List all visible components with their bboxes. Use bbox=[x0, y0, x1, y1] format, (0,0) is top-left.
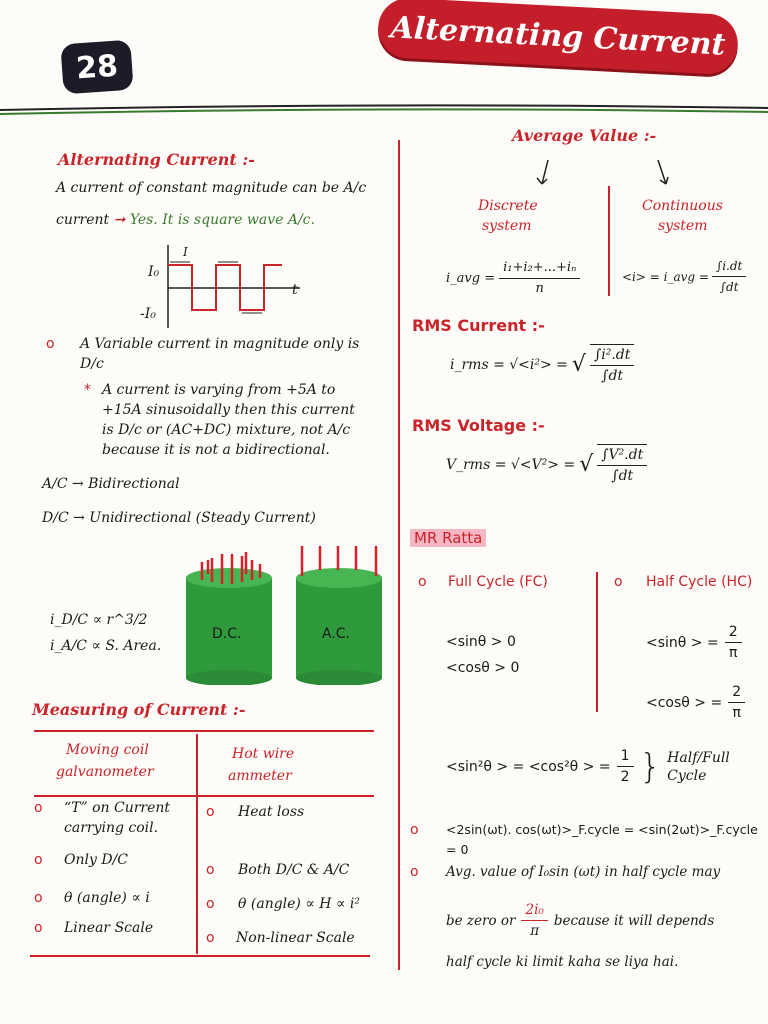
sqrt-icon: √ bbox=[571, 352, 586, 377]
irms-lhs: i_rms = √<i²> = bbox=[450, 357, 568, 373]
ac-def-answer: Yes. It is square wave A/c. bbox=[129, 212, 315, 228]
col2-row1: Heat loss bbox=[238, 804, 305, 820]
col2-row3: θ (angle) ∝ H ∝ i² bbox=[238, 896, 360, 912]
measuring-heading: Measuring of Current :- bbox=[32, 700, 246, 719]
hc-cos-fraction bbox=[728, 682, 745, 723]
product-line: <2sin(ωt). cos(ωt)>_F.cycle = <sin(2ωt)>_F.cycle = 0 bbox=[446, 822, 758, 857]
hc-cos-num: 2 bbox=[728, 682, 745, 703]
rms-current-heading: RMS Current :- bbox=[412, 316, 545, 335]
dc-cylinder bbox=[186, 552, 272, 685]
page-title: Alternating Current bbox=[389, 9, 727, 63]
ac-cylinder-label: A.C. bbox=[322, 626, 351, 642]
iavg-num: i₁+i₂+...+iₙ bbox=[499, 258, 580, 279]
avg-note-l3: half cycle ki limit kaha se liya hai. bbox=[446, 954, 679, 970]
hc-sin-formula bbox=[646, 622, 742, 663]
idc-relation: i_D/C ∝ r^3/2 bbox=[50, 612, 148, 628]
col1-header-l2: galvanometer bbox=[56, 764, 154, 780]
ac-bidirectional: A/C → Bidirectional bbox=[42, 476, 180, 492]
table-top-line bbox=[34, 730, 374, 732]
graph-t-label: t bbox=[292, 282, 298, 298]
avg-note-l1: Avg. value of I₀sin (ωt) in half cycle may bbox=[446, 864, 721, 880]
continuous-l1: Continuous bbox=[642, 198, 723, 214]
sq-num: 1 bbox=[617, 746, 634, 767]
dc-unidirectional: D/C → Unidirectional (Steady Current) bbox=[42, 510, 316, 526]
arrow-icon: ➞ bbox=[113, 212, 126, 228]
bullet-icon: o bbox=[410, 822, 419, 838]
bullet-icon: o bbox=[410, 864, 419, 880]
sq-fraction bbox=[617, 746, 634, 787]
avg-note-l2-prefix: be zero or bbox=[446, 912, 516, 929]
col1-header-l1: Moving coil bbox=[66, 742, 149, 758]
sq-note bbox=[667, 749, 730, 785]
hc-cos-den: π bbox=[732, 705, 741, 721]
iavg-lhs: i_avg = bbox=[446, 270, 496, 286]
bullet-icon: o bbox=[206, 804, 215, 820]
vrms-lhs: V_rms = √<V²> = bbox=[446, 457, 576, 473]
fc-sin: <sinθ > 0 bbox=[446, 634, 516, 650]
iavg-fraction bbox=[499, 258, 580, 299]
col2-header-l2: ammeter bbox=[228, 768, 292, 784]
irms-den: ∫dt bbox=[601, 368, 624, 384]
square-wave-graph bbox=[130, 240, 310, 330]
sq-formula bbox=[446, 746, 730, 787]
continuous-l2: system bbox=[658, 218, 708, 234]
col1-row3: θ (angle) ∝ i bbox=[64, 890, 150, 906]
ac-def-line2 bbox=[56, 210, 315, 230]
bullet-icon: o bbox=[34, 890, 43, 906]
bullet1-line1: A Variable current in magnitude only is bbox=[80, 336, 360, 352]
iavg-den: n bbox=[535, 281, 544, 296]
hc-sin-num: 2 bbox=[725, 622, 742, 643]
bullet-icon: o bbox=[206, 930, 215, 946]
avg-note-fraction bbox=[521, 900, 547, 941]
bullet-icon: o bbox=[206, 862, 215, 878]
dc-cylinder-label: D.C. bbox=[212, 626, 242, 642]
sq-den: 2 bbox=[620, 769, 630, 785]
cylinders-illustration bbox=[180, 540, 390, 685]
cont-den: ∫dt bbox=[719, 280, 739, 294]
title-banner bbox=[377, 0, 740, 75]
avg-heading: Average Value :- bbox=[512, 126, 657, 145]
cont-num: ∫i.dt bbox=[712, 256, 746, 277]
hc-sin-lhs: <sinθ > = bbox=[646, 634, 719, 651]
ac-def-line1: A current of constant magnitude can be A/c bbox=[56, 180, 367, 196]
col1-row2: Only D/C bbox=[64, 852, 128, 868]
bullet1-line2: D/c bbox=[80, 356, 104, 372]
sqrt-icon: √ bbox=[579, 452, 594, 477]
vrms-num: ∫V².dt bbox=[597, 445, 647, 466]
graph-neg-i0-label: -I₀ bbox=[140, 306, 156, 322]
page-number: 28 bbox=[74, 48, 120, 86]
star-icon: * bbox=[84, 382, 91, 398]
star-line4: because it is not a bidirectional. bbox=[102, 442, 330, 458]
ac-cylinder bbox=[296, 546, 382, 685]
hc-sin-den: π bbox=[728, 645, 738, 661]
star-line1: A current is varying from +5A to bbox=[102, 382, 336, 398]
col1-row4: Linear Scale bbox=[64, 920, 154, 936]
mr-ratta-text: MR Ratta bbox=[410, 529, 486, 547]
iavg-formula bbox=[446, 258, 580, 299]
bullet-icon: o bbox=[614, 574, 623, 590]
sq-note-l2: Cycle bbox=[667, 767, 707, 784]
sq-lhs: <sin²θ > = <cos²θ > = bbox=[446, 758, 611, 775]
ac-heading: Alternating Current :- bbox=[58, 150, 255, 169]
page-number-badge bbox=[60, 40, 133, 95]
sq-note-l1: Half/Full bbox=[667, 749, 730, 766]
hc-cos-lhs: <cosθ > = bbox=[646, 694, 723, 711]
cycle-divider bbox=[596, 572, 598, 712]
avg-note-l2 bbox=[446, 900, 714, 941]
rms-voltage-heading: RMS Voltage :- bbox=[412, 416, 545, 435]
graph-i-label: I bbox=[183, 245, 188, 259]
hc-sin-fraction bbox=[725, 622, 742, 663]
col1-row1: “T” on Current carrying coil. bbox=[64, 800, 171, 836]
bullet-icon: o bbox=[34, 920, 43, 936]
irms-formula bbox=[450, 344, 634, 386]
discrete-l1: Discrete bbox=[478, 198, 538, 214]
avg-note-l2-suffix: because it will depends bbox=[553, 912, 715, 929]
avg-note-den: π bbox=[530, 923, 540, 939]
col2-row2: Both D/C & A/C bbox=[238, 862, 350, 878]
avg-divider bbox=[608, 186, 610, 296]
bullet-icon: o bbox=[34, 852, 43, 868]
table-header-line bbox=[34, 795, 374, 797]
iac-relation: i_A/C ∝ S. Area. bbox=[50, 638, 162, 654]
table-mid-line bbox=[196, 734, 198, 954]
ac-def-prefix: current bbox=[56, 212, 110, 228]
bullet-icon: o bbox=[34, 800, 43, 816]
header-divider bbox=[0, 100, 768, 122]
cont-lhs: <i> = i_avg = bbox=[622, 269, 709, 284]
full-cycle-label: Full Cycle (FC) bbox=[448, 574, 548, 590]
cont-formula bbox=[622, 256, 746, 297]
irms-num: ∫i².dt bbox=[590, 345, 634, 366]
table-bottom-line bbox=[30, 955, 370, 957]
star-line2: +15A sinusoidally then this current bbox=[102, 402, 355, 418]
bullet-icon: o bbox=[418, 574, 427, 590]
graph-i0-label: I₀ bbox=[148, 264, 160, 280]
cont-fraction bbox=[712, 256, 746, 297]
irms-fraction bbox=[590, 344, 634, 386]
brace-icon: } bbox=[639, 746, 662, 787]
avg-note-num: 2i₀ bbox=[521, 900, 547, 921]
fc-cos: <cosθ > 0 bbox=[446, 660, 520, 676]
col2-row4: Non-linear Scale bbox=[236, 930, 355, 946]
mr-ratta-label bbox=[410, 528, 486, 548]
avg-branch-arrows bbox=[520, 158, 690, 188]
discrete-l2: system bbox=[482, 218, 532, 234]
vrms-formula bbox=[446, 444, 647, 486]
star-line3: is D/c or (AC+DC) mixture, not A/c bbox=[102, 422, 351, 438]
vrms-fraction bbox=[597, 444, 647, 486]
bullet-icon: o bbox=[206, 896, 215, 912]
vrms-den: ∫dt bbox=[611, 468, 634, 484]
col2-header-l1: Hot wire bbox=[232, 746, 295, 762]
half-cycle-label: Half Cycle (HC) bbox=[646, 574, 753, 590]
hc-cos-formula bbox=[646, 682, 745, 723]
column-divider bbox=[398, 140, 400, 970]
bullet-icon: o bbox=[46, 336, 55, 352]
